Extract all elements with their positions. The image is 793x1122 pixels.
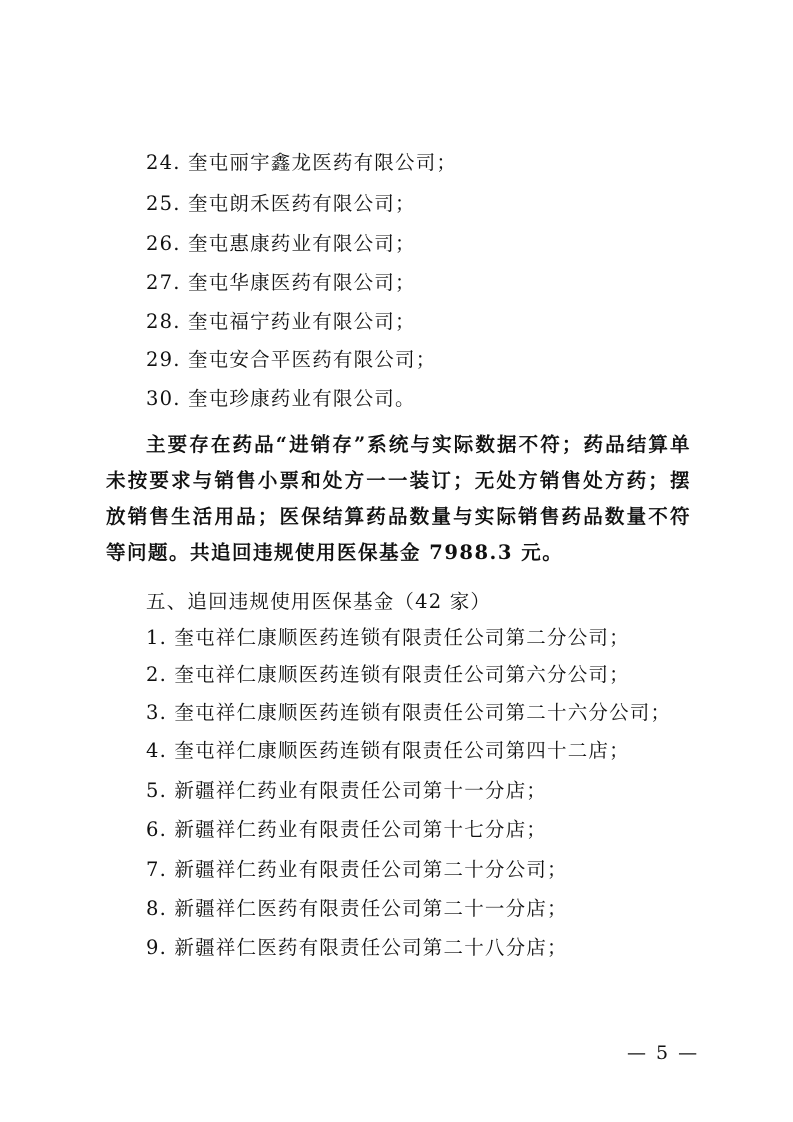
list-item: 1. 奎屯祥仁康顺医药连锁有限责任公司第二分公司； (146, 626, 630, 649)
list-item: 7. 新疆祥仁药业有限责任公司第二十分公司； (146, 858, 568, 881)
list-item: 4. 奎屯祥仁康顺医药连锁有限责任公司第四十二店； (146, 739, 630, 762)
list-item: 5. 新疆祥仁药业有限责任公司第十一分店； (146, 779, 548, 802)
section-heading: 五、追回违规使用医保基金（42 家） (146, 590, 492, 613)
list-item: 29. 奎屯安合平医药有限公司； (146, 348, 437, 371)
list-item: 9. 新疆祥仁医药有限责任公司第二十八分店； (146, 936, 568, 959)
list-item: 27. 奎屯华康医药有限公司； (146, 271, 416, 294)
list-item: 8. 新疆祥仁医药有限责任公司第二十一分店； (146, 897, 568, 920)
list-item: 2. 奎屯祥仁康顺医药连锁有限责任公司第六分公司； (146, 663, 630, 686)
list-item: 26. 奎屯惠康药业有限公司； (146, 232, 416, 255)
list-item: 24. 奎屯丽宇鑫龙医药有限公司； (146, 151, 458, 174)
page-number: — 5 — (627, 1042, 700, 1064)
summary-paragraph: 主要存在药品“进销存”系统与实际数据不符；药品结算单未按要求与销售小票和处方一一装订；无处方销售处方药；摆放销售生活用品；医保结算药品数量与实际销售药品数量不符等问题。共追回违规使用医保基金 7988.3 元。 (106, 433, 691, 564)
list-item: 25. 奎屯朗禾医药有限公司； (146, 192, 416, 215)
list-item: 6. 新疆祥仁药业有限责任公司第十七分店； (146, 818, 548, 841)
list-item: 3. 奎屯祥仁康顺医药连锁有限责任公司第二十六分公司； (146, 701, 672, 724)
list-item: 28. 奎屯福宁药业有限公司； (146, 310, 416, 333)
list-item: 30. 奎屯珍康药业有限公司。 (146, 387, 416, 410)
